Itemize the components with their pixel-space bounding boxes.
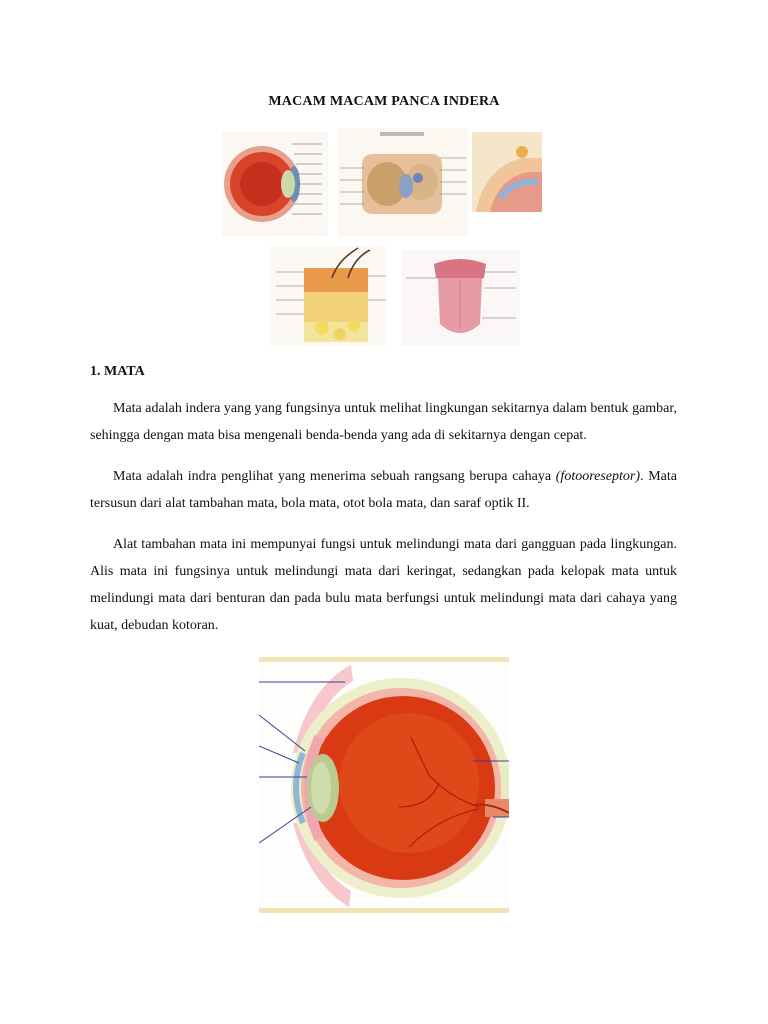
- nose-cross-section-image: [472, 132, 542, 212]
- eye-cross-section-image: [222, 132, 328, 236]
- tongue-diagram-image: [402, 250, 520, 346]
- paragraph-3: Alat tambahan mata ini mempunyai fungsi untuk melindungi mata dari gangguan pada lingkungan. Alis mata ini fungsinya untuk melindungi mata dari keringat, sedangkan pada kelopak mata untuk melindungi mata dari benturan dan pada bulu mata berfungsi untuk melindungi mata dari cahaya yang kuat, debudan kotoran.: [90, 537, 677, 633]
- eye-anatomy-diagram: [259, 657, 509, 913]
- five-senses-collage: [222, 128, 546, 350]
- paragraph-2-text: Mata adalah indra penglihat yang menerima sebuah rangsang berupa cahaya: [113, 469, 556, 484]
- skin-cross-section-image: [270, 246, 386, 346]
- section-heading-mata: 1. MATA: [90, 364, 145, 379]
- paragraph-2: [90, 463, 677, 517]
- paragraph-1: Mata adalah indera yang yang fungsinya untuk melihat lingkungan sekitarnya dalam bentuk gambar, sehingga dengan mata bisa mengenali benda-benda yang ada di sekitarnya dengan cepat.: [90, 401, 677, 443]
- paragraph-2-text-end: . Mata tersusun dari alat tambahan mata, bola mata, otot bola mata, dan saraf optik II.: [90, 469, 677, 511]
- page-title: MACAM MACAM PANCA INDERA: [268, 94, 500, 109]
- paragraph-2-italic-term: (fotooreseptor): [555, 469, 641, 484]
- ear-cross-section-image: [338, 128, 468, 236]
